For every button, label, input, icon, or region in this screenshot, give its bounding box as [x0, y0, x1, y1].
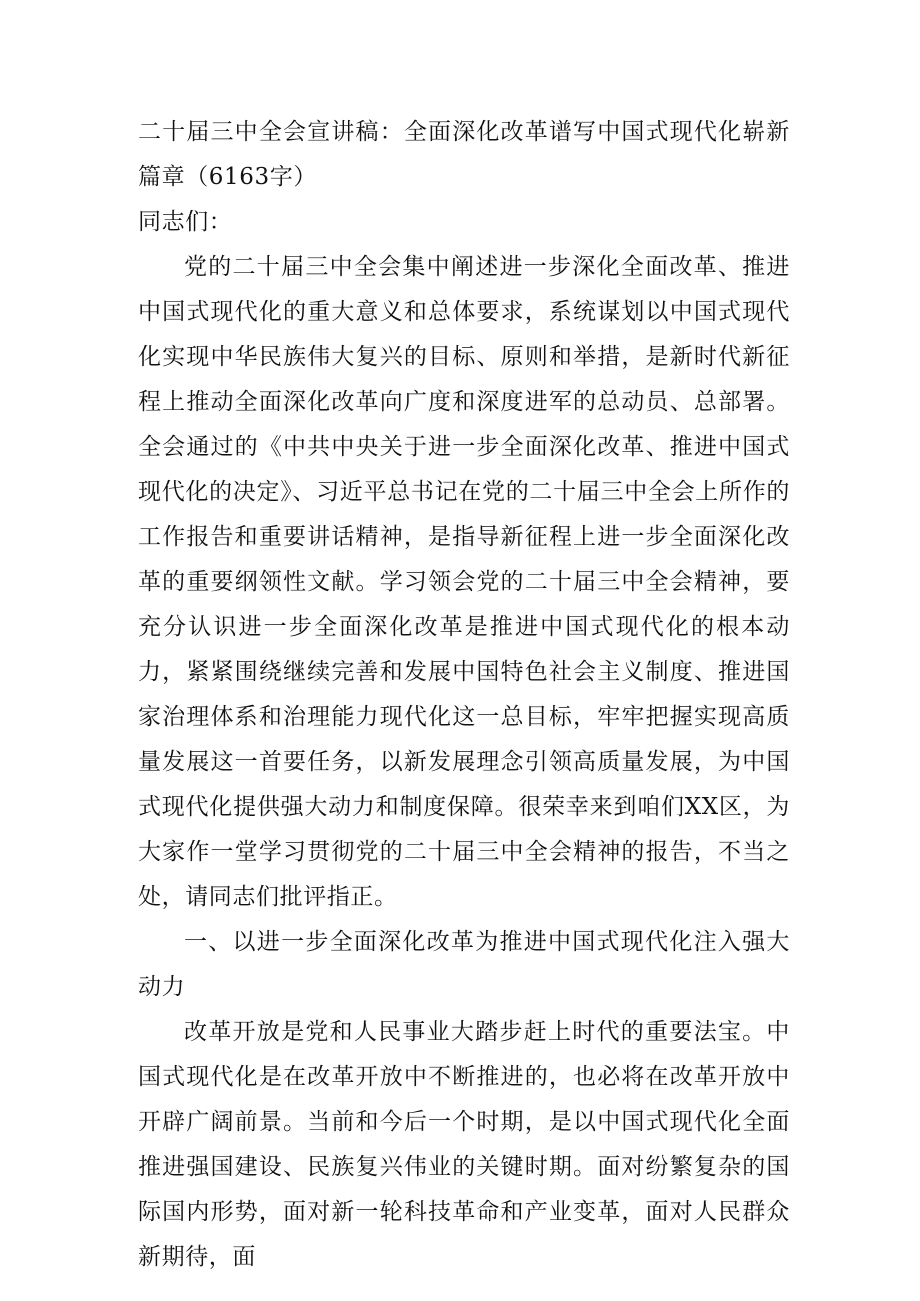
section-heading: 一、以进一步全面深化改革为推进中国式现代化注入强大动力	[138, 929, 790, 1000]
document-body	[138, 110, 790, 1280]
salutation: 同志们：	[138, 209, 233, 235]
section-paragraph: 改革开放是党和人民事业大踏步赶上时代的重要法宝。中国式现代化是在改革开放中不断推进的，也必将在改革开放中开辟广阔前景。当前和今后一个时期，是以中国式现代化全面推进强国建设、民族复兴伟业的关键时期。面对纷繁复杂的国际国内形势，面对新一轮科技革命和产业变革，面对人民群众新期待，面	[138, 1019, 790, 1270]
intro-paragraph: 党的二十届三中全会集中阐述进一步深化全面改革、推进中国式现代化的重大意义和总体要求，系统谋划以中国式现代化实现中华民族伟大复兴的目标、原则和举措，是新时代新征程上推动全面深化改革向广度和深度进军的总动员、总部署。全会通过的《中共中央关于进一步全面深化改革、推进中国式现代化的决定》、习近平总书记在党的二十届三中全会上所作的工作报告和重要讲话精神，是指导新征程上进一步全面深化改革的重要纲领性文献。学习领会党的二十届三中全会精神，要充分认识进一步全面深化改革是推进中国式现代化的根本动力，紧紧围绕继续完善和发展中国特色社会主义制度、推进国家治理体系和治理能力现代化这一总目标，牢牢把握实现高质量发展这一首要任务，以新发展理念引领高质量发展，为中国式现代化提供强大动力和制度保障。很荣幸来到咱们XX区，为大家作一堂学习贯彻党的二十届三中全会精神的报告，不当之处，请同志们批评指正。	[138, 254, 790, 910]
document-title: 二十届三中全会宣讲稿：全面深化改革谱写中国式现代化崭新篇章（6163字）	[138, 119, 790, 190]
